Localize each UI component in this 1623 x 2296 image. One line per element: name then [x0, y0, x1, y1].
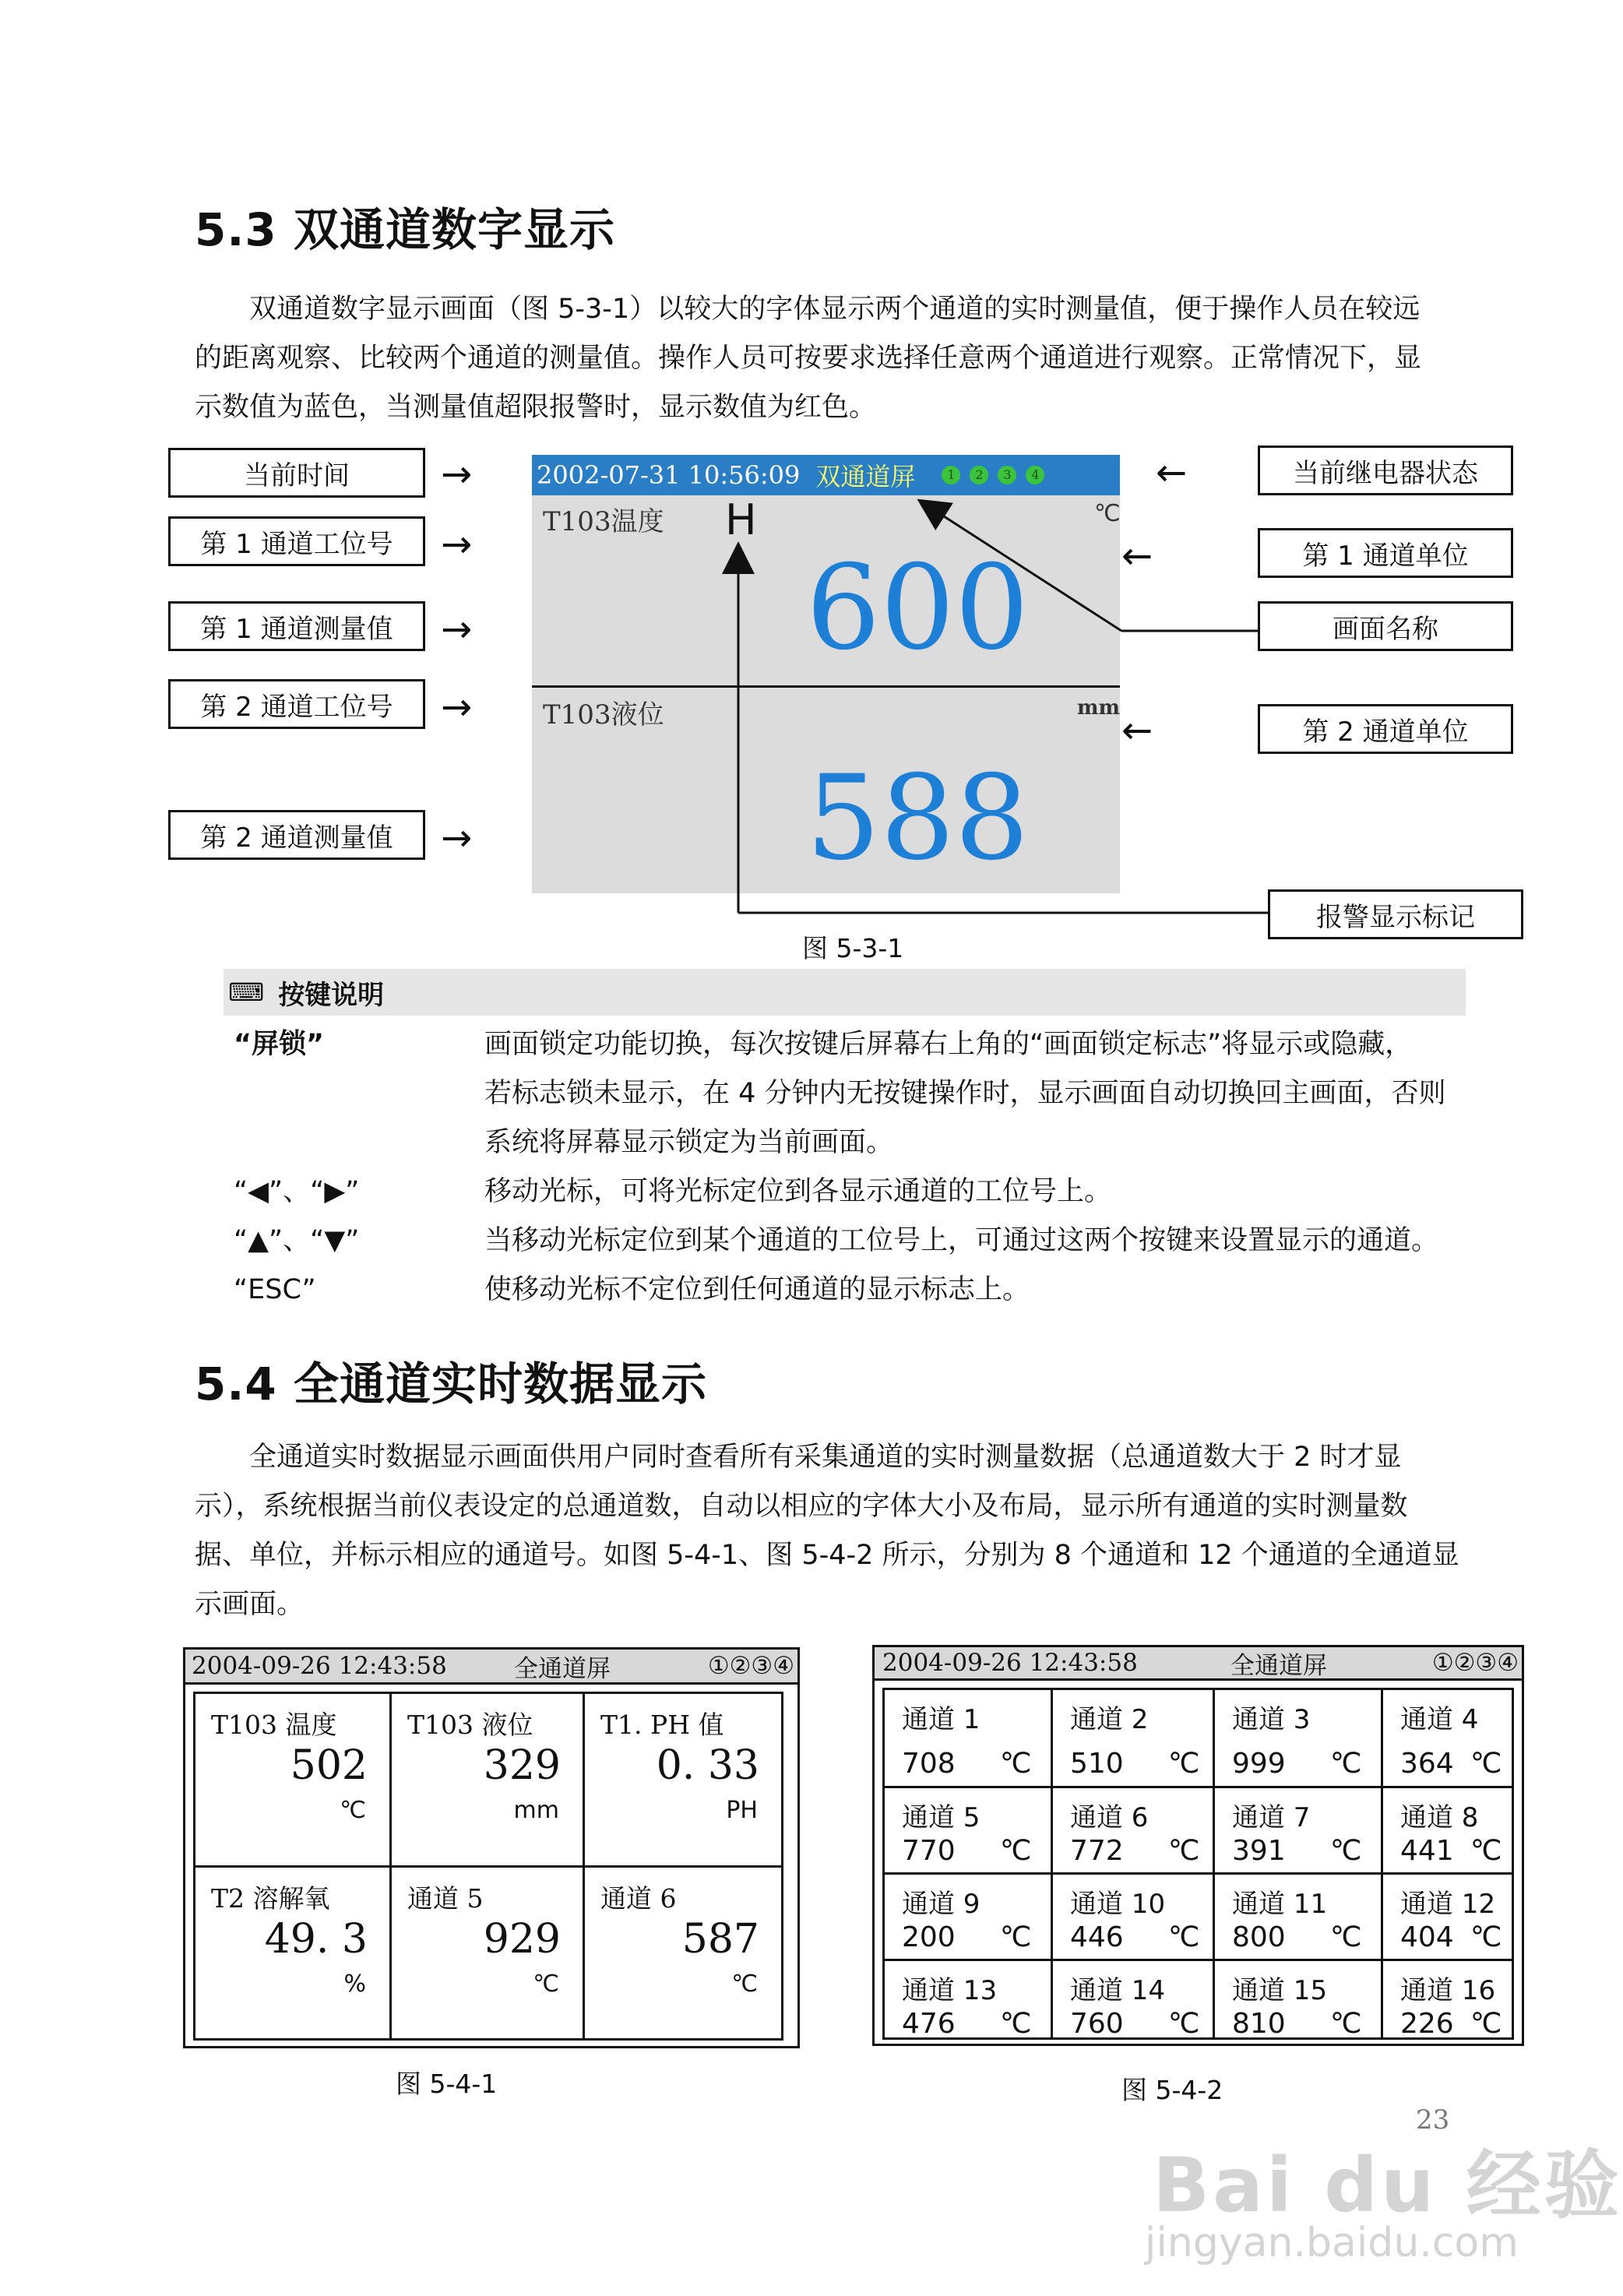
- screen-datetime: 2004-09-26 12:43:58: [192, 1652, 447, 1680]
- section-5-4-paragraph: [195, 1433, 1472, 1629]
- channel-value: 446: [1070, 1921, 1124, 1953]
- channel-label: 通道 3: [1232, 1704, 1311, 1735]
- key-screen-lock-desc: 画面锁定功能切换，每次按键后屏幕右上角的“画面锁定标志”将显示或隐藏， 若标志锁未显示，在 4 分钟内无按键操作时，显示画面自动切换回主画面，否则 系统将屏幕显示锁定为当前画面。: [484, 1029, 1446, 1158]
- label-screen-name: 画面名称: [1258, 601, 1513, 651]
- watermark-logo: Bai du 经验: [1153, 2142, 1622, 2229]
- label-ch2-value: 第 2 通道测量值: [168, 810, 425, 860]
- para-line: 全通道实时数据显示画面供用户同时查看所有采集通道的实时测量数据（总通道数大于 2 时才显: [249, 1442, 1402, 1473]
- channel-label: 通道 4: [1400, 1704, 1479, 1735]
- para-line: 的距离观察、比较两个通道的测量值。操作人员可按要求选择任意两个通道进行观察。正常情况下，显: [195, 343, 1422, 374]
- para-line: 双通道数字显示画面（图 5-3-1）以较大的字体显示两个通道的实时测量值，便于操作人员在较远: [249, 294, 1421, 325]
- channel-unit: ℃: [1330, 1748, 1362, 1780]
- channel-unit: mm: [513, 1797, 559, 1824]
- figure-leader-lines: [0, 0, 1623, 1012]
- channel-cell: [1215, 1690, 1383, 1788]
- right-arrow-icon: →: [441, 453, 473, 496]
- channel-value: 49. 3: [264, 1916, 368, 1963]
- ch2-value: 588: [806, 751, 1030, 886]
- screen-title-bar: [875, 1647, 1522, 1681]
- channel-label: 通道 5: [902, 1802, 980, 1833]
- channel-cell: [392, 1868, 583, 2038]
- channel-label: 通道 11: [1232, 1889, 1328, 1920]
- relay-indicator-icon: 1: [942, 466, 960, 484]
- channel-unit: ℃: [1330, 2008, 1362, 2040]
- channel-value: 404: [1400, 1921, 1454, 1953]
- channel-label: 通道 7: [1232, 1802, 1311, 1833]
- channel-value: 800: [1232, 1921, 1286, 1953]
- screen-name: 双通道屏: [815, 462, 916, 491]
- channel-cell: [1383, 1690, 1512, 1788]
- page-number: 23: [1416, 2104, 1450, 2136]
- left-arrow-icon: ←: [1121, 534, 1153, 578]
- left-arrow-icon: ←: [1121, 709, 1153, 752]
- ch1-tag[interactable]: T103温度: [543, 506, 664, 537]
- channel-label: 通道 15: [1232, 1975, 1328, 2006]
- channel-value: 587: [681, 1916, 759, 1963]
- key-up-down-desc: 当移动光标定位到某个通道的工位号上，可通过这两个按键来设置显示的通道。: [484, 1225, 1439, 1256]
- channel-cell: [1053, 1875, 1215, 1961]
- channel-value: 364: [1400, 1748, 1454, 1780]
- relay-indicator-icon: 4: [1026, 466, 1044, 484]
- channel-label: 通道 16: [1400, 1975, 1496, 2006]
- channel-cell: [195, 1694, 389, 1865]
- right-arrow-icon: →: [441, 523, 473, 566]
- channel-label: 通道 6: [600, 1883, 677, 1914]
- channel-value: 760: [1070, 2008, 1124, 2040]
- channel-unit: ℃: [533, 1970, 559, 1998]
- channel-unit: ℃: [1168, 1921, 1200, 1953]
- channel-unit: ℃: [1000, 1748, 1032, 1780]
- para-line: 示画面。: [195, 1589, 305, 1620]
- alarm-mark: H: [725, 495, 757, 544]
- channel-value: 476: [902, 2008, 956, 2040]
- screen-datetime: 2004-09-26 12:43:58: [882, 1649, 1138, 1677]
- ch2-unit: mm: [1077, 696, 1121, 720]
- keyboard-icon: ⌨: [228, 977, 265, 1007]
- channel-label: 通道 14: [1070, 1975, 1166, 2006]
- channel-unit: ℃: [1168, 2008, 1200, 2040]
- figure-5-4-1-screen: [183, 1647, 800, 2048]
- key-left-right: “◀”、“▶”: [234, 1176, 360, 1207]
- channel-cell: [885, 1788, 1053, 1875]
- channel-value: 770: [902, 1835, 956, 1867]
- channel-label: T1. PH 值: [600, 1710, 724, 1740]
- channel-grid: [193, 1692, 783, 2041]
- channel-cell: [195, 1868, 389, 2038]
- channel-unit: ℃: [1168, 1748, 1200, 1780]
- key-explanation-header: [224, 969, 1466, 1016]
- right-arrow-icon: →: [441, 685, 473, 729]
- channel-value: 708: [902, 1748, 956, 1780]
- channel-cell: [1053, 1788, 1215, 1875]
- channel-value: 999: [1232, 1748, 1286, 1780]
- channel-cell: [1383, 1961, 1512, 2040]
- key-left-right-desc: 移动光标，可将光标定位到各显示通道的工位号上。: [484, 1176, 1112, 1207]
- channel-label: 通道 8: [1400, 1802, 1479, 1833]
- channel-label: T103 温度: [211, 1710, 337, 1740]
- key-up-down: “▲”、“▼”: [234, 1225, 360, 1256]
- para-line: 据、单位，并标示相应的通道号。如图 5-4-1、图 5-4-2 所示，分别为 8 个通道和 12 个通道的全通道显: [195, 1540, 1459, 1571]
- channel-cell: [885, 1875, 1053, 1961]
- channel-cell: [585, 1868, 781, 2038]
- channel-value: 441: [1400, 1835, 1454, 1867]
- channel-unit: ℃: [1000, 1921, 1032, 1953]
- label-ch2-unit: 第 2 通道单位: [1258, 704, 1513, 754]
- channel-unit: ℃: [731, 1970, 758, 1998]
- channel-unit: %: [343, 1970, 366, 1998]
- channel-cell: [1053, 1690, 1215, 1788]
- channel-value: 929: [483, 1916, 561, 1963]
- screen-datetime: 2002-07-31 10:56:09: [537, 460, 801, 490]
- channel-label: T2 溶解氧: [211, 1883, 330, 1914]
- channel-unit: ℃: [1000, 2008, 1032, 2040]
- figure-5-4-2-screen: [872, 1645, 1524, 2046]
- channel-label: 通道 6: [1070, 1802, 1149, 1833]
- figure-5-4-2-caption: 图 5-4-2: [1121, 2075, 1223, 2105]
- channel-cell: [585, 1694, 781, 1865]
- channel-unit: ℃: [1168, 1835, 1200, 1867]
- channel-cell: [1383, 1788, 1512, 1875]
- label-alarm-mark: 报警显示标记: [1268, 889, 1523, 939]
- section-5-4-title: 5.4 全通道实时数据显示: [195, 1358, 707, 1410]
- channel-unit: ℃: [1000, 1835, 1032, 1867]
- channel-value: 200: [902, 1921, 956, 1953]
- screen-name: 全通道屏: [1230, 1651, 1327, 1680]
- channel-cell: [885, 1690, 1053, 1788]
- key-esc-desc: 使移动光标不定位到任何通道的显示标志上。: [484, 1274, 1030, 1305]
- left-arrow-icon: ←: [1156, 451, 1188, 495]
- channel-unit: ℃: [1470, 2008, 1502, 2040]
- relay-indicators: ①②③④: [707, 1652, 794, 1680]
- channel-cell: [392, 1694, 583, 1865]
- relay-indicators: ①②③④: [1431, 1649, 1519, 1677]
- para-line: 示数值为蓝色，当测量值超限报警时，显示数值为红色。: [195, 392, 877, 423]
- label-ch1-unit: 第 1 通道单位: [1258, 528, 1513, 578]
- right-arrow-icon: →: [441, 607, 473, 651]
- channel-grid: [882, 1688, 1514, 2040]
- channel-unit: ℃: [1330, 1921, 1362, 1953]
- watermark-url: jingyan.baidu.com: [1145, 2220, 1519, 2266]
- channel-unit: ℃: [1330, 1835, 1362, 1867]
- channel-cell: [1215, 1961, 1383, 2040]
- channel-value: 510: [1070, 1748, 1124, 1780]
- channel-unit: ℃: [1470, 1835, 1502, 1867]
- channel-cell: [1215, 1875, 1383, 1961]
- para-line: 示），系统根据当前仪表设定的总通道数，自动以相应的字体大小及布局，显示所有通道的实时测量数: [195, 1491, 1408, 1522]
- label-relay-status: 当前继电器状态: [1258, 445, 1513, 495]
- channel-label: 通道 1: [902, 1704, 980, 1735]
- channel-label: 通道 5: [407, 1883, 484, 1914]
- channel-value: 226: [1400, 2008, 1454, 2040]
- label-ch2-tag: 第 2 通道工位号: [168, 679, 425, 729]
- figure-5-3-1-caption: 图 5-3-1: [802, 933, 904, 963]
- channel-value: 391: [1232, 1835, 1286, 1867]
- channel-label: 通道 9: [902, 1889, 980, 1920]
- relay-indicator-icon: 2: [970, 466, 988, 484]
- screen-name: 全通道屏: [514, 1654, 611, 1683]
- channel-value: 502: [290, 1742, 368, 1789]
- channel-unit: ℃: [1470, 1748, 1502, 1780]
- channel-value: 0. 33: [656, 1742, 759, 1789]
- channel-label: 通道 13: [902, 1975, 998, 2006]
- channel-value: 329: [483, 1742, 561, 1789]
- channel-value: 810: [1232, 2008, 1286, 2040]
- right-arrow-icon: →: [441, 816, 473, 860]
- channel-label: T103 液位: [407, 1710, 533, 1740]
- channel-unit: ℃: [1470, 1921, 1502, 1953]
- channel-cell: [1215, 1788, 1383, 1875]
- channel-label: 通道 10: [1070, 1889, 1166, 1920]
- channel-cell: [1053, 1961, 1215, 2040]
- label-ch1-value: 第 1 通道测量值: [168, 601, 425, 651]
- screen-title-bar: [185, 1650, 797, 1685]
- ch1-value: 600: [806, 541, 1030, 676]
- channel-cell: [1383, 1875, 1512, 1961]
- channel-label: 通道 12: [1400, 1889, 1496, 1920]
- channel-cell: [885, 1961, 1053, 2040]
- key-explanation-title: 按键说明: [278, 979, 385, 1011]
- ch2-tag[interactable]: T103液位: [543, 699, 664, 731]
- ch1-unit: ℃: [1094, 500, 1121, 527]
- label-ch1-tag: 第 1 通道工位号: [168, 516, 425, 566]
- figure-5-4-1-caption: 图 5-4-1: [396, 2069, 498, 2099]
- channel-label: 通道 2: [1070, 1704, 1149, 1735]
- relay-indicator-icon: 3: [998, 466, 1016, 484]
- section-5-3-title: 5.3 双通道数字显示: [195, 203, 615, 256]
- key-esc: “ESC”: [234, 1274, 316, 1305]
- channel-unit: ℃: [340, 1797, 366, 1824]
- label-current-time: 当前时间: [168, 448, 425, 498]
- channel-unit: PH: [726, 1797, 758, 1824]
- key-screen-lock: “屏锁”: [234, 1029, 325, 1060]
- channel-value: 772: [1070, 1835, 1124, 1867]
